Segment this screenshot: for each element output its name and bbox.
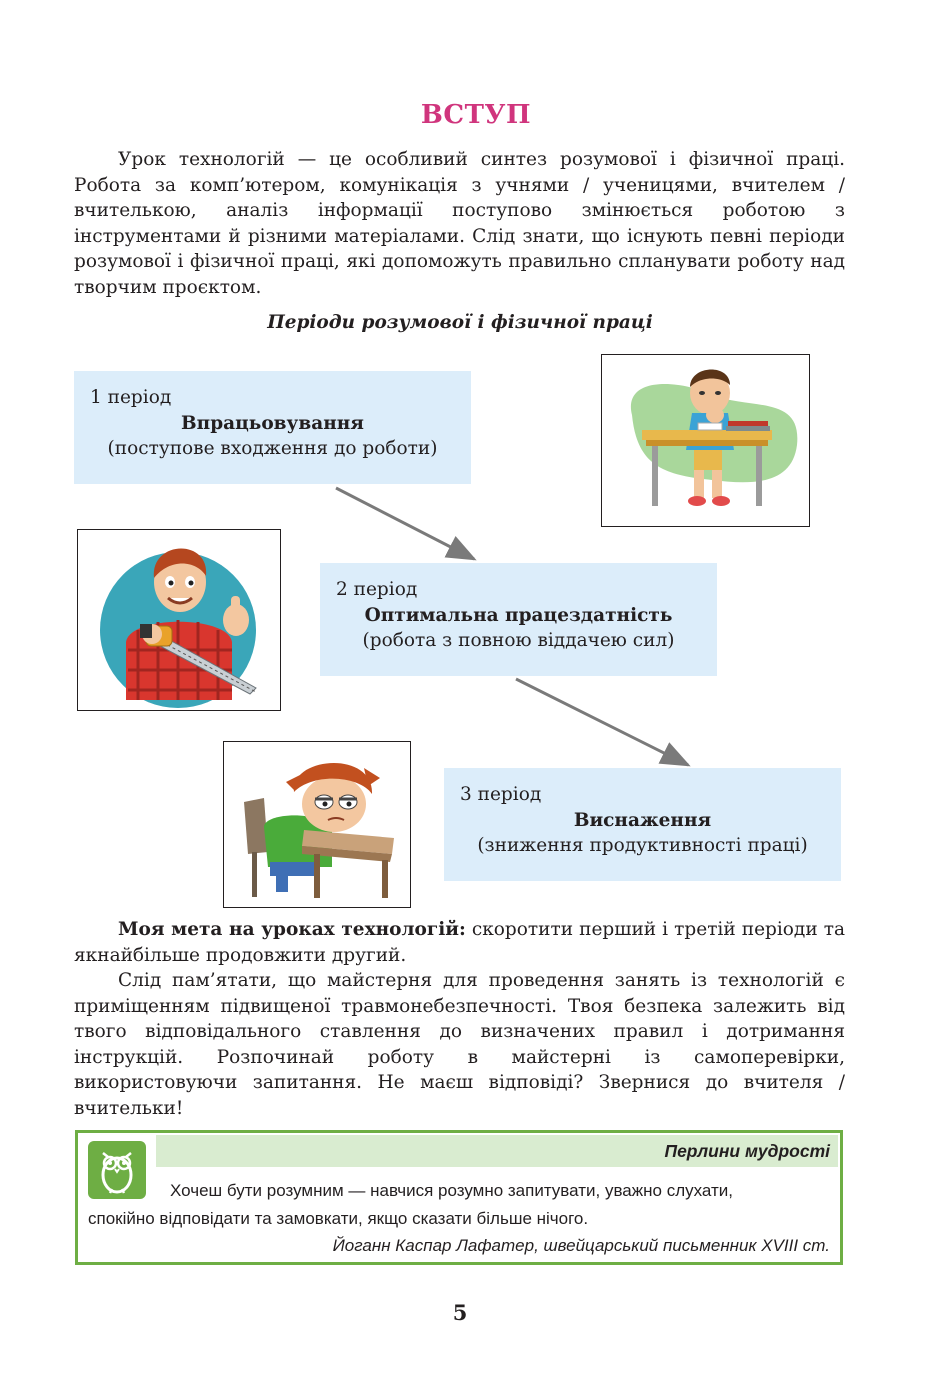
quote-line-1: Хочеш бути розумним — навчися розумно запитувати, уважно слухати, (170, 1181, 734, 1200)
goal-label: Моя мета на уроках технологій: (118, 919, 466, 940)
goal-text: скоротити перший і третій періоди та якнайбільше продовжити другий. (74, 919, 845, 966)
period-description: (поступове входження до роботи) (107, 438, 438, 459)
period-number: 3 період (460, 784, 542, 805)
arrow-1-to-2 (336, 488, 474, 559)
period-2-box (320, 563, 717, 676)
period-number: 2 період (336, 579, 418, 600)
diagram-title: Періоди розумової і фізичної праці (267, 312, 653, 333)
period-description: (зниження продуктивності праці) (477, 835, 808, 856)
page-number: 5 (452, 1300, 468, 1325)
worker-with-saw-illustration (77, 529, 281, 711)
bored-boy-illustration (601, 354, 810, 527)
page-title: ВСТУП (420, 100, 532, 130)
safety-paragraph: Слід пам’ятати, що майстерня для проведення занять із технологій є приміщенням підвищеної травмонебезпечності. Твоя безпека залежить від твого відповідального ставлення до визначених правил і дотримання інструкцій. Розпочинай роботу в майстерні із самоперевірки, використовуючи запитання. Не маєш відповіді? Звернися до вчителя / вчительки! (74, 970, 845, 1119)
wisdom-title: Перлини мудрості (664, 1141, 830, 1161)
period-name: Впрацьовування (181, 412, 364, 434)
tired-boy-illustration (223, 741, 411, 908)
wisdom-box (75, 1130, 843, 1265)
quote-author: Йоганн Каспар Лафатер, швейцарський письменник XVIII ст. (332, 1236, 830, 1255)
period-3-box (444, 768, 841, 881)
period-description: (робота з повною віддачею сил) (362, 630, 675, 651)
arrow-2-to-3 (516, 679, 688, 765)
period-number: 1 період (90, 387, 172, 408)
intro-paragraph: Урок технологій — це особливий синтез розумової і фізичної праці. Робота за комп’ютером, комунікація з учнями / ученицями, вчителем / вчителькою, аналіз інформації поступово змінюється роботою з інструментами й різними матеріалами. Слід знати, що існують певні періоди розумової і фізичної праці, які допоможуть правильно спланувати роботу над творчим проєктом. (74, 149, 845, 298)
period-name: Оптимальна працездатність (364, 604, 673, 626)
goal-paragraph (74, 917, 845, 968)
wisdom-quote (88, 1177, 830, 1233)
period-name: Виснаження (573, 809, 712, 831)
period-1-box (74, 371, 471, 484)
wisdom-header (156, 1135, 838, 1167)
quote-line-2: спокійно відповідати та замовкати, якщо сказати більше нічого. (88, 1209, 589, 1228)
